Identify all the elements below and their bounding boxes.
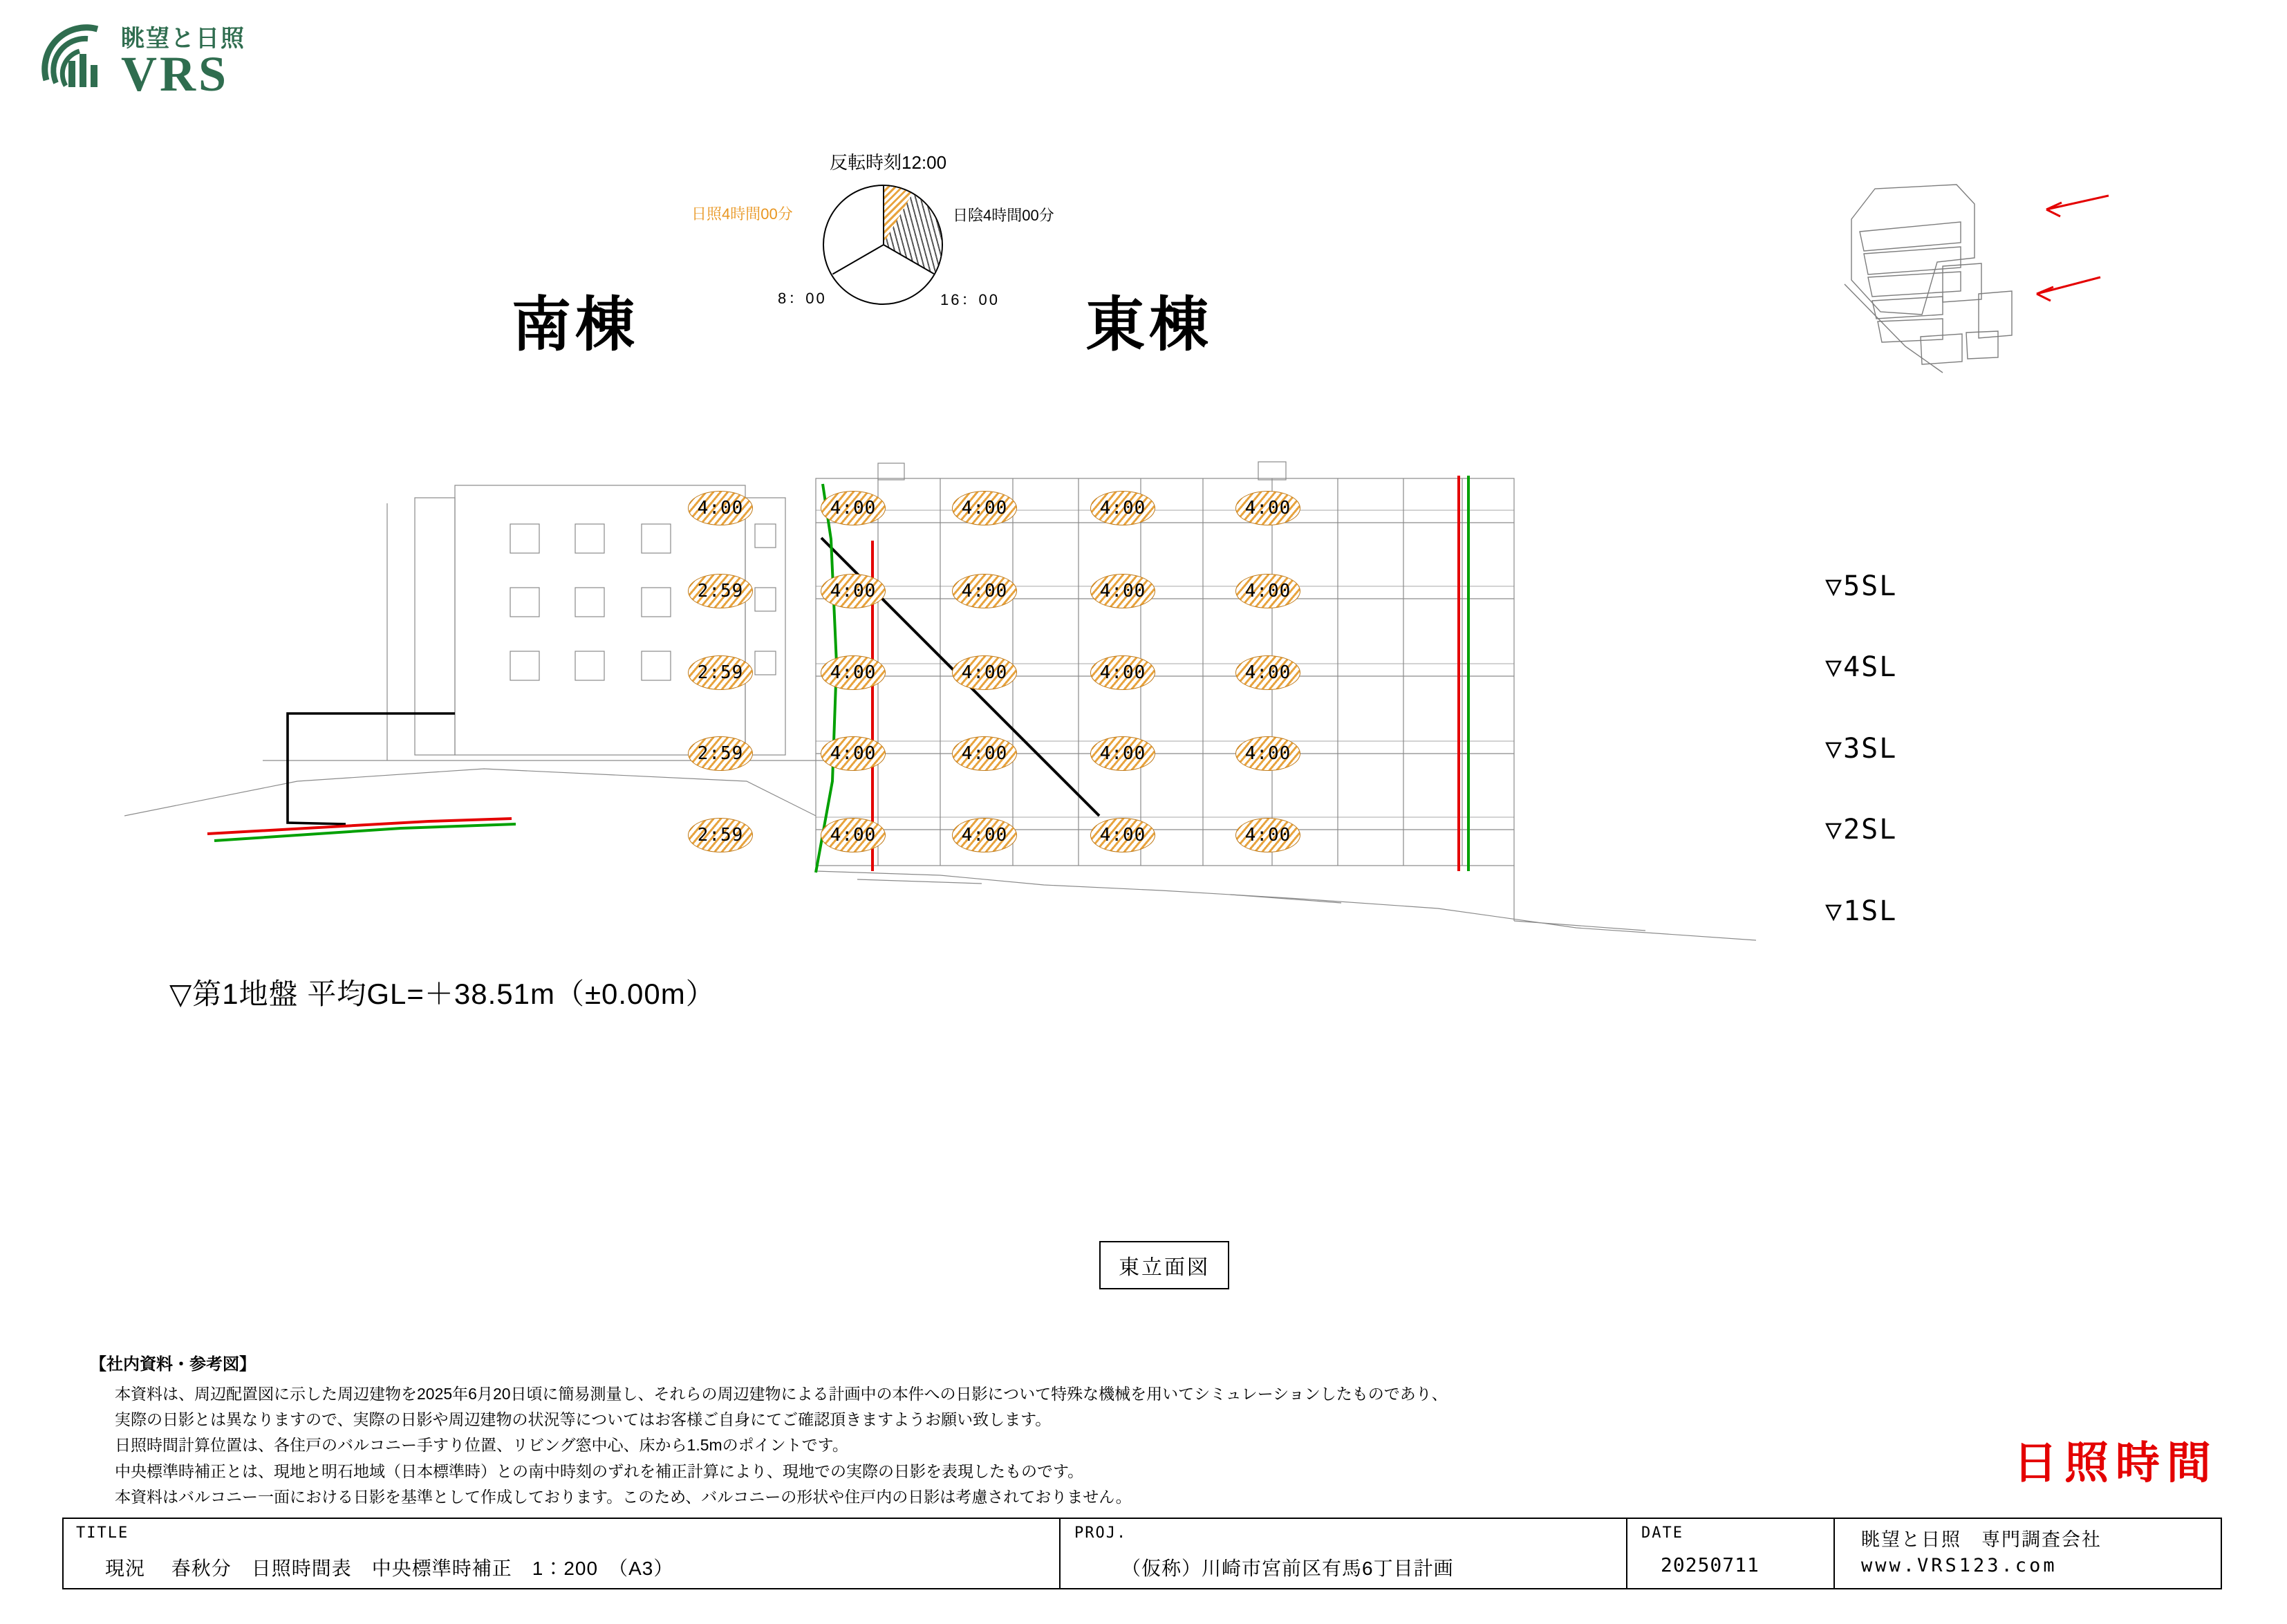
sun-hour-marker: 4:00 xyxy=(1090,491,1155,525)
sun-hour-marker: 4:00 xyxy=(821,655,886,690)
logo-subtitle: 眺望と日照 xyxy=(121,26,245,52)
notes-line: 本資料はバルコニー一面における日影を基準として作成しております。このため、バルコニーの形状や住戸内の日影は考慮されておりません。 xyxy=(115,1487,1132,1506)
notes-line: 中央標準時補正とは、現地と明石地域（日本標準時）との南中時刻のずれを補正計算により、現地での実際の日影を表現したものです。 xyxy=(115,1462,1084,1480)
sun-hour-marker: 2:59 xyxy=(688,818,753,852)
title-value: 現況 春秋分 日照時間表 中央標準時補正 1：200 （A3） xyxy=(105,1558,674,1579)
sun-hour-marker: 4:00 xyxy=(952,655,1017,690)
sun-hour-marker: 4:00 xyxy=(952,818,1017,852)
sun-hour-marker: 4:00 xyxy=(821,574,886,608)
sun-hour-marker: 2:59 xyxy=(688,736,753,771)
ground-level-note: ▽第1地盤 平均GL=＋38.51m（±0.00m） xyxy=(169,978,716,1010)
east-elevation-drawing xyxy=(124,456,1756,1002)
divider xyxy=(1626,1519,1627,1588)
notes-line: 実際の日影とは異なりますので、実際の日影や周辺建物の状況等についてはお客様ご自身にてご確認頂きますようお願い致します。 xyxy=(115,1410,1052,1429)
level-label-4sl: ▽4SL xyxy=(1825,651,1898,683)
view-title-box: 東立面図 xyxy=(1099,1241,1229,1289)
title-label: TITLE xyxy=(76,1524,129,1542)
company-name: 眺望と日照 専門調査会社 xyxy=(1861,1529,2102,1550)
level-label-3sl: ▽3SL xyxy=(1825,733,1898,765)
logo-title: VRS xyxy=(121,46,230,102)
date-value: 20250711 xyxy=(1661,1553,1759,1576)
east-building-label: 東棟 xyxy=(1085,292,1213,358)
sun-hour-marker: 4:00 xyxy=(821,491,886,525)
sunlight-hours-stamp: 日照時間 xyxy=(2013,1439,2218,1488)
sun-dial xyxy=(691,149,1054,370)
south-building-label: 南棟 xyxy=(512,292,639,358)
sun-hour-marker: 4:00 xyxy=(688,491,753,525)
sun-hour-marker: 4:00 xyxy=(1090,736,1155,771)
level-label-2sl: ▽2SL xyxy=(1825,814,1898,846)
sun-hour-marker: 2:59 xyxy=(688,574,753,608)
notes-line: 本資料は、周辺配置図に示した周辺建物を2025年6月20日頃に簡易測量し、それらの周辺建物による計画中の本件への日影について特殊な機械を用いてシミュレーションしたものであり、 xyxy=(115,1384,1448,1403)
dial-circle xyxy=(823,185,943,305)
dial-divider-right xyxy=(832,244,884,274)
sun-hour-marker: 4:00 xyxy=(821,818,886,852)
sun-hour-marker: 4:00 xyxy=(952,491,1017,525)
company-url[interactable]: www.VRS123.com xyxy=(1861,1555,2057,1576)
notes-heading: 【社内資料・参考図】 xyxy=(90,1355,256,1374)
sun-hour-marker: 4:00 xyxy=(952,574,1017,608)
sun-hour-marker: 4:00 xyxy=(1235,574,1300,608)
notes-block xyxy=(90,1352,1957,1510)
sun-hour-marker: 4:00 xyxy=(1235,736,1300,771)
sun-hour-marker: 4:00 xyxy=(1235,491,1300,525)
level-label-1sl: ▽1SL xyxy=(1825,895,1898,927)
vrs-logo xyxy=(38,15,287,105)
proj-label: PROJ. xyxy=(1074,1524,1128,1542)
divider xyxy=(1833,1519,1835,1588)
sun-hour-marker: 4:00 xyxy=(1090,574,1155,608)
date-label: DATE xyxy=(1641,1524,1683,1542)
sun-hour-marker: 4:00 xyxy=(1090,655,1155,690)
dial-title: 反転時刻12:00 xyxy=(830,152,947,173)
dial-end-time: 16：00 xyxy=(940,291,1000,308)
dial-sun-label: 日照4時間00分 xyxy=(691,205,793,223)
sun-hour-marker: 4:00 xyxy=(1235,655,1300,690)
notes-line: 日照時間計算位置は、各住戸のバルコニー手すり位置、リビング窓中心、床から1.5mのポイントです。 xyxy=(115,1436,848,1455)
site-key-map xyxy=(1839,176,2116,391)
divider xyxy=(1059,1519,1061,1588)
proj-value: （仮称）川崎市宮前区有馬6丁目計画 xyxy=(1121,1558,1454,1579)
level-label-5sl: ▽5SL xyxy=(1825,570,1898,602)
sun-hour-marker: 4:00 xyxy=(1235,818,1300,852)
vrs-logo-icon xyxy=(38,21,114,97)
sun-hour-marker: 4:00 xyxy=(952,736,1017,771)
elevation-svg xyxy=(124,456,1756,1002)
sun-hour-marker: 4:00 xyxy=(821,736,886,771)
sun-hour-marker: 2:59 xyxy=(688,655,753,690)
dial-start-time: 8：00 xyxy=(778,290,827,307)
title-block xyxy=(62,1518,2222,1589)
dial-divider-top xyxy=(883,186,884,245)
dial-shade-label: 日陰4時間00分 xyxy=(953,207,1054,224)
sun-hour-marker: 4:00 xyxy=(1090,818,1155,852)
